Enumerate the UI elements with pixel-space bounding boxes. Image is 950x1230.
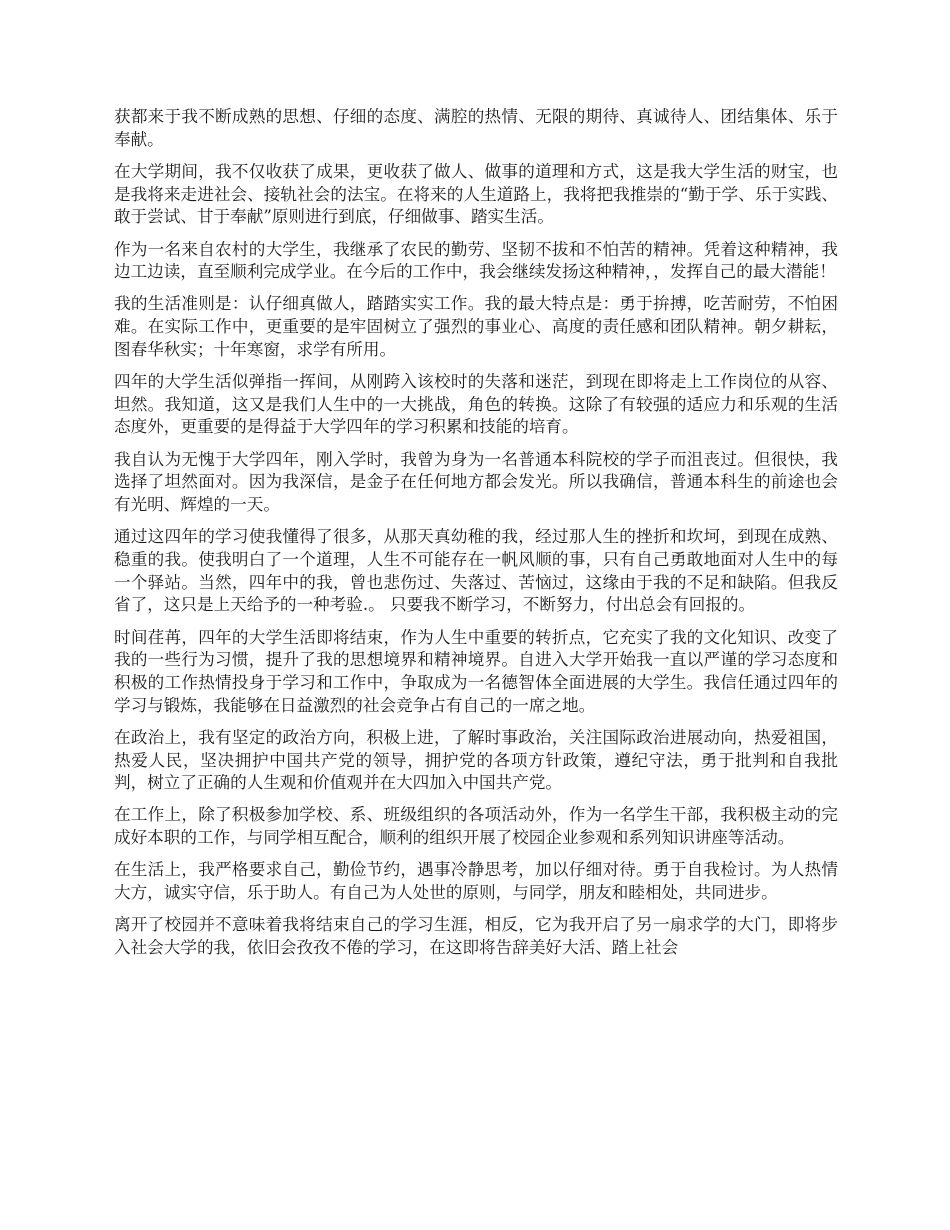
paragraph-8: 时间荏苒，四年的大学生活即将结束，作为人生中重要的转折点，它充实了我的文化知识、改变了我的一些行为习惯，提升了我的思想境界和精神境界。自进入大学开始我一直以严谨的学习态度和积极的工作热情投身于学习和工作中，争取成为一名德智体全面进展的大学生。我信任通过四年的学习与锻炼，我能够在日益激烈的社会竞争占有自己的一席之地。 xyxy=(114,627,838,715)
paragraph-2: 在大学期间，我不仅收获了成果，更收获了做人、做事的道理和方式，这是我大学生活的财宝，也是我将来走进社会、接轨社会的法宝。在将来的人生道路上，我将把我推崇的“勤于学、乐于实践、敢于尝试、甘于奉献”原则进行到底，仔细做事、踏实生活。 xyxy=(114,161,838,227)
paragraph-6: 我自认为无愧于大学四年，刚入学时，我曾为身为一名普通本科院校的学子而沮丧过。但很快，我选择了坦然面对。因为我深信，是金子在任何地方都会发光。所以我确信，普通本科生的前途也会有光明、辉煌的一天。 xyxy=(114,449,838,515)
paragraph-7: 通过这四年的学习使我懂得了很多，从那天真幼稚的我，经过那人生的挫折和坎坷，到现在成熟、稳重的我。使我明白了一个道理，人生不可能存在一帆风顺的事，只有自己勇敢地面对人生中的每一个驿站。当然，四年中的我，曾也悲伤过、失落过、苦恼过，这缘由于我的不足和缺陷。但我反省了，这只是上天给予的一种考验.。 只要我不断学习，不断努力，付出总会有回报的。 xyxy=(114,527,838,615)
paragraph-12: 离开了校园并不意味着我将结束自己的学习生涯，相反，它为我开启了另一扇求学的大门，即将步入社会大学的我，依旧会孜孜不倦的学习，在这即将告辞美好大活、踏上社会 xyxy=(114,915,838,957)
paragraph-11: 在生活上，我严格要求自己，勤俭节约，遇事冷静思考，加以仔细对待。勇于自我检讨。为人热情大方，诚实守信，乐于助人。有自己为人处世的原则，与同学，朋友和睦相处，共同进步。 xyxy=(114,860,838,903)
paragraph-9: 在政治上，我有坚定的政治方向，积极上进，了解时事政治，关注国际政治进展动向，热爱祖国，热爱人民，坚决拥护中国共产党的领导，拥护党的各项方针政策，遵纪守法，勇于批判和自我批判，树立了正确的人生观和价值观并在大四加入中国共产党。 xyxy=(114,727,838,793)
paragraph-4: 我的生活准则是：认仔细真做人，踏踏实实工作。我的最大特点是：勇于拚搏，吃苦耐劳，不怕困难。在实际工作中，更重要的是牢固树立了强烈的事业心、高度的责任感和团队精神。朝夕耕耘，图春华秋实；十年寒窗，求学有所用。 xyxy=(114,294,838,359)
paragraph-3: 作为一名来自农村的大学生，我继承了农民的勤劳、坚韧不拔和不怕苦的精神。凭着这种精神，我边工边读，直至顺利完成学业。在今后的工作中，我会继续发扬这种精神，，发挥自己的最大潜能！ xyxy=(114,239,838,282)
paragraph-5: 四年的大学生活似弹指一挥间，从刚跨入该校时的失落和迷茫，到现在即将走上工作岗位的从容、坦然。我知道，这又是我们人生中的一大挑战，角色的转换。这除了有较强的适应力和乐观的生活态度外，更重要的是得益于大学四年的学习积累和技能的培育。 xyxy=(114,372,838,437)
document-page xyxy=(114,106,838,969)
paragraph-1: 获都来于我不断成熟的思想、仔细的态度、满腔的热情、无限的期待、真诚待人、团结集体、乐于奉献。 xyxy=(114,107,838,149)
paragraph-10: 在工作上，除了积极参加学校、系、班级组织的各项活动外，作为一名学生干部，我积极主动的完成好本职的工作，与同学相互配合，顺利的组织开展了校园企业参观和系列知识讲座等活动。 xyxy=(114,805,838,848)
